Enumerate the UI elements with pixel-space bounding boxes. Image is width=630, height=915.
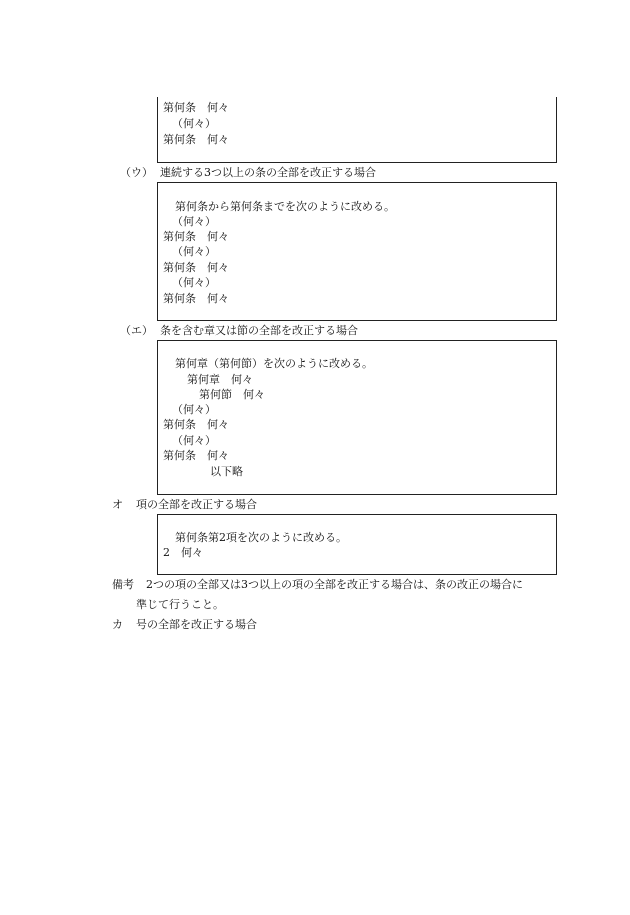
box1-line-2: （何々） <box>172 117 216 130</box>
box-u-line-4: （何々） <box>172 245 216 258</box>
box-e-line-1: 第何章（第何節）を次のように改める。 <box>175 357 373 370</box>
item-o-marker: オ <box>112 498 123 511</box>
item-u-title: 連続する3つ以上の条の全部を改正する場合 <box>160 166 376 179</box>
box-u-line-2: （何々） <box>172 215 216 228</box>
box1-line-3: 第何条 何々 <box>163 133 229 146</box>
note-line-1: 2つの項の全部又は3つ以上の項の全部を改正する場合は、条の改正の場合に <box>146 578 523 591</box>
box-e-line-3: 第何節 何々 <box>199 388 265 401</box>
box-u-line-6: （何々） <box>172 276 216 289</box>
box-e-line-4: （何々） <box>172 403 216 416</box>
item-o-title: 項の全部を改正する場合 <box>136 498 257 511</box>
item-ka-title: 号の全部を改正する場合 <box>136 618 257 631</box>
box-u-line-7: 第何条 何々 <box>163 292 229 305</box>
box-e-line-6: （何々） <box>172 434 216 447</box>
item-u-marker: （ウ） <box>120 166 153 179</box>
box-u-line-3: 第何条 何々 <box>163 230 229 243</box>
box-o-line-1: 第何条第2項を次のように改める。 <box>175 531 347 544</box>
box-u-line-1: 第何条から第何条までを次のように改める。 <box>175 200 395 213</box>
note-label: 備考 <box>112 578 134 591</box>
box-e-line-2: 第何章 何々 <box>187 373 253 386</box>
box1-line-1: 第何条 何々 <box>163 101 229 114</box>
item-e-marker: （エ） <box>120 324 153 337</box>
box-e-line-5: 第何条 何々 <box>163 418 229 431</box>
item-e-title: 条を含む章又は節の全部を改正する場合 <box>160 324 358 337</box>
box-e-line-7: 第何条 何々 <box>163 449 229 462</box>
box-e-line-8: 以下略 <box>210 465 243 478</box>
item-ka-marker: カ <box>112 618 123 631</box>
note-line-2: 準じて行うこと。 <box>136 598 224 611</box>
box-o-line-2: 2 何々 <box>163 546 203 559</box>
box-u-line-5: 第何条 何々 <box>163 261 229 274</box>
